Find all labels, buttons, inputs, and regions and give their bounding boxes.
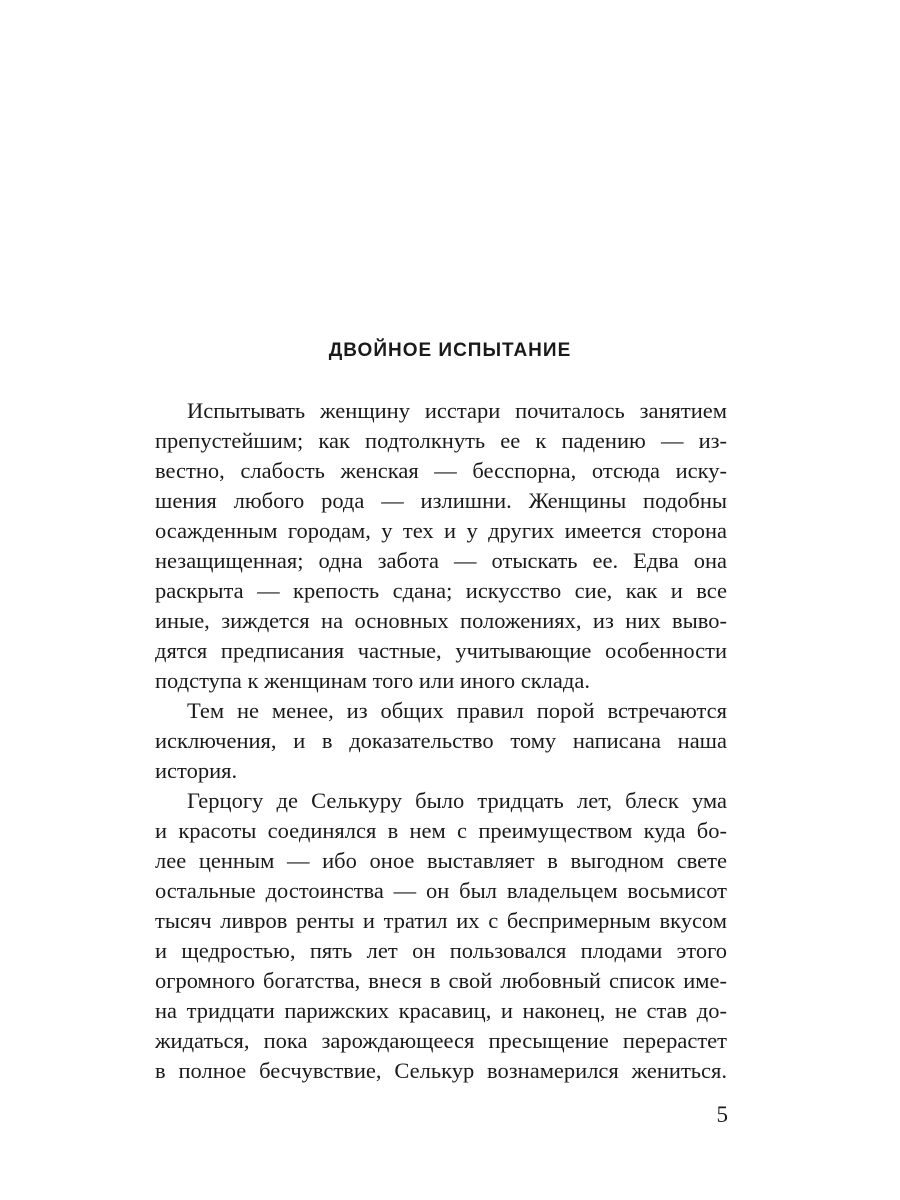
text-line: осажденным городам, у тех и у других имеется сторона <box>155 518 727 543</box>
text-line: незащищенная; одна забота — отыскать ее. Едва она <box>155 548 727 573</box>
text-line: шения любого рода — излишни. Женщины подобны <box>155 488 727 513</box>
text-line: Герцогу де Селькуру было тридцать лет, блеск ума <box>187 788 727 813</box>
chapter-title: ДВОЙНОЕ ИСПЫТАНИЕ <box>328 340 572 361</box>
page-number: 5 <box>716 1102 728 1127</box>
text-line: иные, зиждется на основных положениях, из них выво- <box>155 608 727 633</box>
text-line: Испытывать женщину исстари почиталось занятием <box>187 398 727 423</box>
body-text <box>155 396 727 1086</box>
text-line: огромного богатства, внеся в свой любовный список име- <box>155 968 727 993</box>
text-line: остальные достоинства — он был владельцем восьмисот <box>155 878 727 903</box>
text-line: вестно, слабость женская — бесспорна, отсюда иску- <box>155 458 727 483</box>
text-line: препустейшим; как подтолкнуть ее к падению — из- <box>155 428 727 453</box>
text-line: на тридцати парижских красавиц, и наконец, не став до- <box>155 998 727 1023</box>
text-line: лее ценным — ибо оное выставляет в выгодном свете <box>155 848 727 873</box>
text-line: Тем не менее, из общих правил порой встречаются <box>187 698 727 723</box>
text-line: в полное бесчувствие, Селькур вознамерился жениться. <box>155 1058 727 1083</box>
text-line: исключения, и в доказательство тому написана наша <box>155 728 727 753</box>
text-line: и щедростью, пять лет он пользовался плодами этого <box>155 938 727 963</box>
text-line: подступа к женщинам того или иного склада. <box>155 668 590 693</box>
text-line: история. <box>155 758 238 783</box>
text-line: и красоты соединялся в нем с преимуществом куда бо- <box>155 818 727 843</box>
text-line: тысяч ливров ренты и тратил их с беспримерным вкусом <box>155 908 727 933</box>
text-line: раскрыта — крепость сдана; искусство сие, как и все <box>155 578 727 603</box>
text-line: дятся предписания частные, учитывающие особенности <box>155 638 727 663</box>
text-line: жидаться, пока зарождающееся пресыщение перерастет <box>155 1028 727 1053</box>
